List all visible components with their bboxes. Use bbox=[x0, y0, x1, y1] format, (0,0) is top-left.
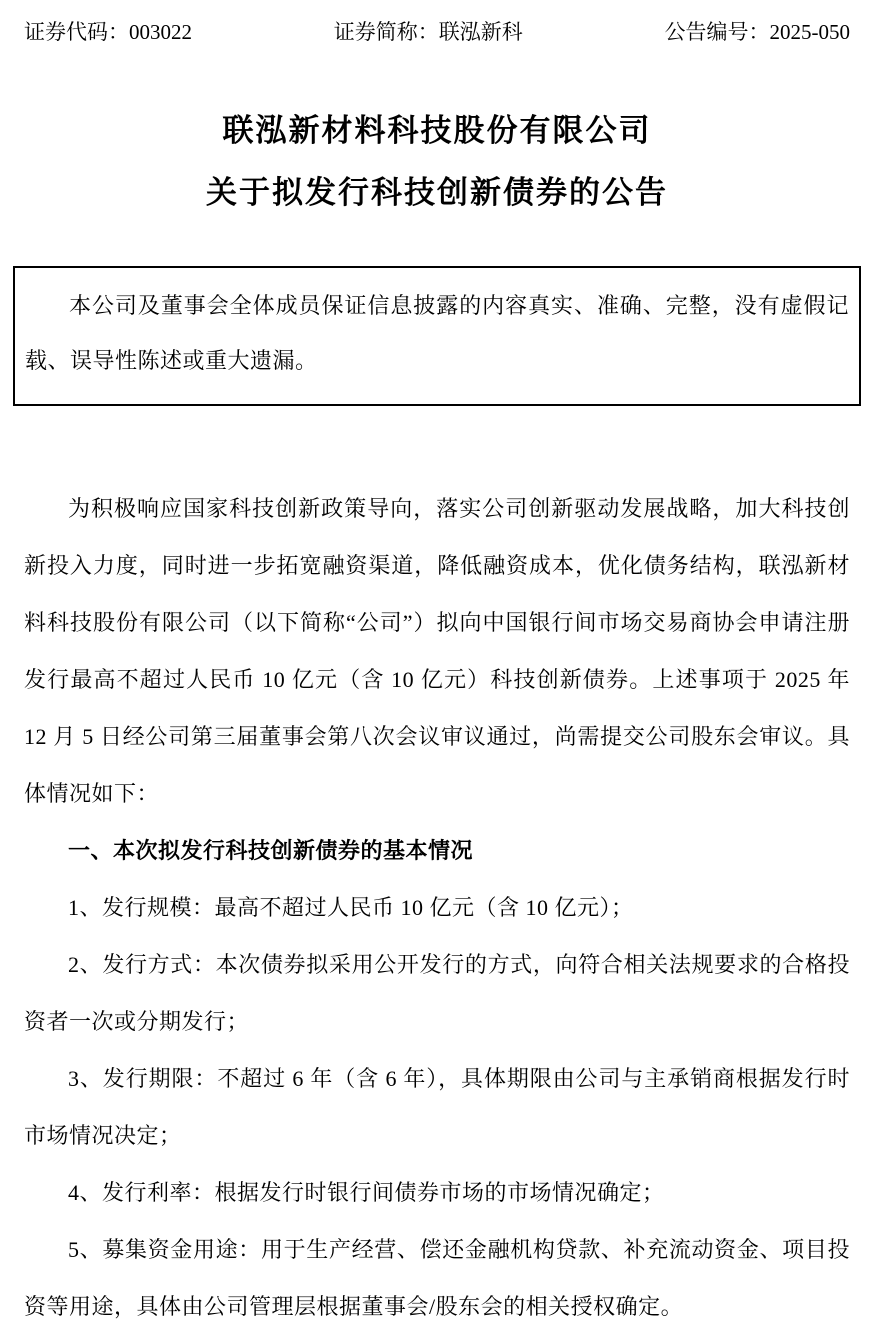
item-issue-rate: 4、发行利率：根据发行时银行间债券市场的市场情况确定； bbox=[68, 1180, 665, 1205]
announcement-number: 公告编号：2025-050 bbox=[664, 20, 850, 44]
item-issue-method: 2、发行方式：本次债券拟采用公开发行的方式，向符合相关法规要求的合格投资者一次或分期发行； bbox=[24, 952, 850, 1034]
page-title bbox=[24, 100, 850, 224]
company-name-title-line: 联泓新材料科技股份有限公司 bbox=[222, 113, 652, 148]
document-header bbox=[24, 18, 850, 46]
item-issue-scale: 1、发行规模：最高不超过人民币 10 亿元（含 10 亿元）； bbox=[68, 895, 634, 920]
disclaimer-text: 本公司及董事会全体成员保证信息披露的内容真实、准确、完整，没有虚假记载、误导性陈述或重大遗漏。 bbox=[25, 293, 849, 373]
item-issue-term: 3、发行期限：不超过 6 年（含 6 年），具体期限由公司与主承销商根据发行时市场情况决定； bbox=[24, 1066, 850, 1148]
section-heading-basic-situation: 一、本次拟发行科技创新债券的基本情况 bbox=[68, 838, 474, 863]
item-use-of-proceeds: 5、募集资金用途：用于生产经营、偿还金融机构贷款、补充流动资金、项目投资等用途，具体由公司管理层根据董事会/股东会的相关授权确定。 bbox=[24, 1237, 850, 1319]
intro-paragraph: 为积极响应国家科技创新政策导向，落实公司创新驱动发展战略，加大科技创新投入力度，同时进一步拓宽融资渠道，降低融资成本，优化债务结构，联泓新材料科技股份有限公司（以下简称“公司”）拟向中国银行间市场交易商协会申请注册发行最高不超过人民币 10 亿元（含 10 亿元）科技创新债券。上述事项于 2025 年 12 月 5 日经公司第三届董事会第八次会议审议通过，尚需提交公司股东会审议。具体情况如下： bbox=[24, 496, 850, 806]
document-body bbox=[24, 480, 850, 1335]
announcement-subject-title-line: 关于拟发行科技创新债券的公告 bbox=[206, 175, 668, 210]
stock-short-name: 证券简称：联泓新科 bbox=[333, 20, 523, 44]
disclaimer-box bbox=[13, 266, 861, 406]
stock-code: 证券代码：003022 bbox=[24, 20, 192, 44]
